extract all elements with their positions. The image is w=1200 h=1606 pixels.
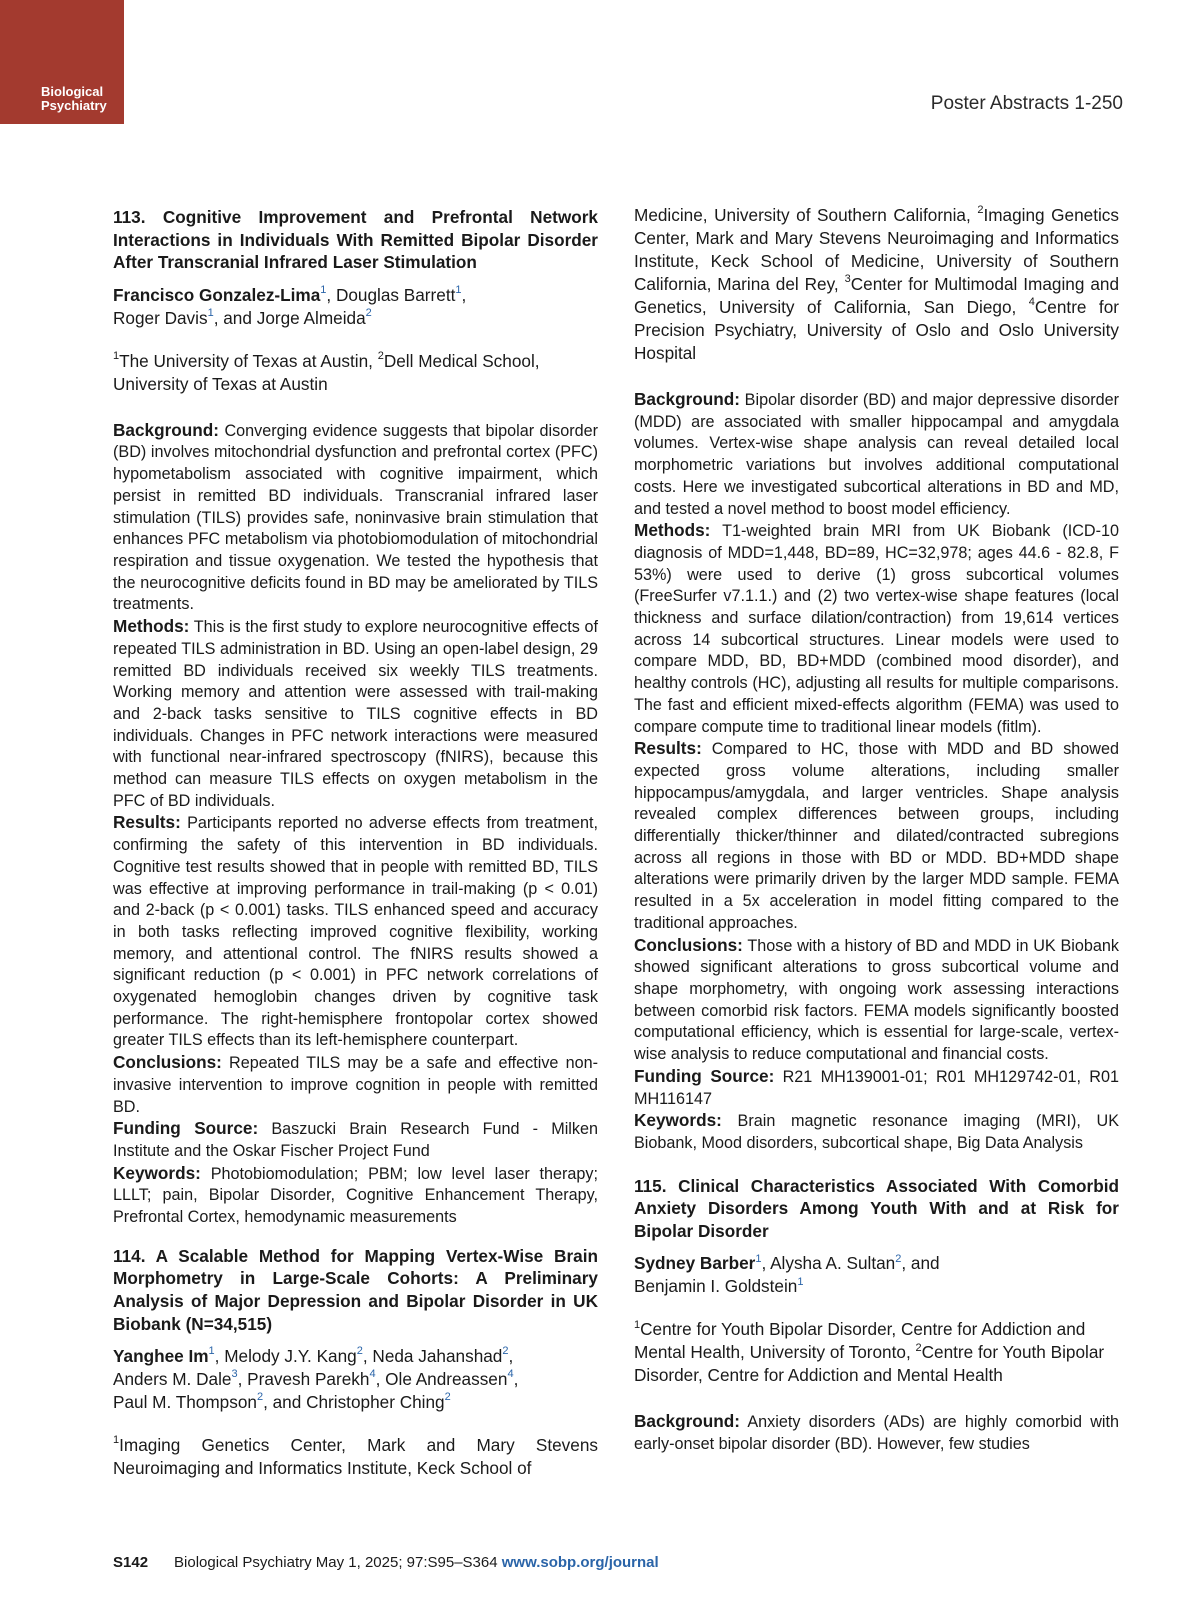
abstract-113-authors: Francisco Gonzalez-Lima$^1$, Douglas Barrett$^1$, Roger Davis$^1$, and Jorge Almeida$^2$ xyxy=(113,284,467,328)
abstract-115-background: Background: Anxiety disorders (ADs) are highly comorbid with early-onset bipolar disorder (BD). However, few studies xyxy=(634,1411,1120,1454)
abstract-113-affiliations: $^1$The University of Texas at Austin, $^2$Dell Medical School, University of Texas at Austin xyxy=(113,350,540,394)
citation: Biological Psychiatry May 1, 2025; 97:S95–S364 xyxy=(174,1554,502,1571)
abstract-115-title: 115. Clinical Characteristics Associated With Comorbid Anxiety Disorders Among Youth With and at Risk for Bipolar Disorder xyxy=(634,1175,1119,1241)
abstract-114-methods: Methods: T1-weighted brain MRI from UK Biobank (ICD-10 diagnosis of MDD=1,448, BD=89, HC=32,978; ages 44.6 - 82.8, F 53%) were used to derive (1) gross subcortical volumes (FreeSurfer v7.1.1.) and (2) two vertex-wise shape features (local thickness and surface dilation/contraction) from 19,614 vertices across 14 subcortical structures. Linear models were used to compare MDD, BD, BD+MDD (combined mood disorder), and healthy controls (HC), adjusting all results for multiple comparisons. The fast and efficient mixed-effects algorithm (FEMA) was used to compare compute time to traditional linear models (fitlm). xyxy=(634,520,1119,736)
journal-logo xyxy=(0,0,124,124)
abstract-114-keywords: Keywords: Brain magnetic resonance imaging (MRI), UK Biobank, Mood disorders, subcortical shape, Big Data Analysis xyxy=(634,1110,1119,1152)
abstract-114-affiliations-part1: $^1$Imaging Genetics Center, Mark and Mary Stevens Neuroimaging and Informatics Institute, Keck School of xyxy=(113,1434,598,1479)
abstract-113-background: Background: Converging evidence suggests that bipolar disorder (BD) involves mitochondrial dysfunction and prefrontal cortex (PFC) hypometabolism associated with cognitive impairment, which persist in remitted BD individuals. Transcranial infrared laser stimulation (TILS) provides safe, noninvasive brain stimulation that enhances PFC metabolism via photobiomodulation of mitochondrial respiration and tissue oxygenation. We tested the hypothesis that the neurocognitive deficits found in BD may be ameliorated by TILS treatments. xyxy=(113,419,599,614)
logo-text: Biological Psychiatry xyxy=(41,84,107,113)
abstract-114-title: 114. A Scalable Method for Mapping Vertex-Wise Brain Morphometry in Large-Scale Cohorts: A Preliminary Analysis of Major Depression and Bipolar Disorder in UK Biobank (N=34,515) xyxy=(113,1245,598,1334)
abstract-113-funding: Funding Source: Baszucki Brain Research Fund - Milken Institute and the Oskar Fischer Project Fund xyxy=(113,1118,598,1160)
journal-url[interactable]: www.sobp.org/journal xyxy=(501,1554,659,1571)
abstract-113-keywords: Keywords: Photobiomodulation; PBM; low level laser therapy; LLLT; pain, Bipolar Disorder, Cognitive Enhancement Therapy, Prefrontal Cortex, hemodynamic measurements xyxy=(113,1162,599,1227)
abstract-114-funding: Funding Source: R21 MH139001-01; R01 MH129742-01, R01 MH116147 xyxy=(634,1065,1119,1108)
abstract-114-background: Background: Bipolar disorder (BD) and major depressive disorder (MDD) are associated with smaller hippocampal and amygdala volumes. Vertex-wise shape analysis can reveal detailed local morphometric variations but involves additional computational costs. Here we investigated subcortical alterations in BD and MD, and tested a novel method to boost model efficiency. xyxy=(634,389,1120,518)
abstract-113-conclusions: Conclusions: Repeated TILS may be a safe and effective non-invasive intervention to improve cognition in people with remitted BD. xyxy=(113,1052,598,1116)
page-footer xyxy=(113,1554,659,1571)
right-column xyxy=(634,206,1119,1456)
abstract-113-methods: Methods: This is the first study to explore neurocognitive effects of repeated TILS administration in BD. Using an open-label design, 29 remitted BD individuals received six weekly TILS treatments. Working memory and attention were assessed with trail-making and 2-back tasks sensitive to TILS cognitive effects in BD individuals. Changes in PFC network interactions were measured with functional near-infrared spectroscopy (fNIRS), because this method can measure TILS effects on oxygen metabolism in the PFC of BD individuals. xyxy=(113,616,598,810)
abstract-114-authors: Yanghee Im$^1$, Melody J.Y. Kang$^2$, Neda Jahanshad$^2$, Anders M. Dale$^3$, Pravesh Parekh$^4$, Ole Andreassen$^4$, Paul M. Thompson$^2$, and Christopher Ching$^2$ xyxy=(113,1345,519,1413)
abstract-113-results: Results: Participants reported no adverse effects from treatment, confirming the safety of this intervention in BD individuals. Cognitive test results showed that in people with remitted BD, TILS was effective at improving performance in trail-making (p < 0.01) and 2-back (p < 0.001) tasks. TILS enhanced speed and accuracy in both tasks reflecting improved cognitive flexibility, working memory, and attentional control. The fNIRS results showed a significant reduction (p < 0.001) in PFC network correlations of oxygenated hemoglobin changes driven by cognitive task performance. The right-hemisphere frontopolar cortex showed greater TILS effects than its left-hemisphere counterpart. xyxy=(113,812,598,1050)
abstract-114-affiliations-part2: Medicine, University of Southern California, $^2$Imaging Genetics Center, Mark and Mary Stevens Neuroimaging and Informatics Institute, Keck School of Medicine, University of Southern California, Marina del Rey, $^3$Center for Multimodal Imaging and Genetics, University of California, San Diego, $^4$Centre for Precision Psychiatry, University of Oslo and Oslo University Hospital xyxy=(634,204,1119,363)
abstract-115-authors: Sydney Barber$^1$, Alysha A. Sultan$^2$, and Benjamin I. Goldstein$^1$ xyxy=(634,1252,940,1297)
abstract-114-results: Results: Compared to HC, those with MDD and BD showed expected gross volume alterations, including smaller hippocampus/amygdala, and larger ventricles. Shape analysis revealed complex differences between groups, including differentially thicker/thinner and dilated/contracted subregions across all regions in those with BD or MDD. BD+MDD shape alterations were primarily driven by the larger MDD sample. FEMA resulted in a 5x acceleration in model fitting compared to the traditional approaches. xyxy=(634,738,1119,932)
abstract-113-title: 113. Cognitive Improvement and Prefrontal Network Interactions in Individuals With Remitted Bipolar Disorder After Transcranial Infrared Laser Stimulation xyxy=(113,207,598,273)
section-title: Poster Abstracts 1-250 xyxy=(930,93,1123,114)
left-column xyxy=(113,206,598,1480)
abstract-114-conclusions: Conclusions: Those with a history of BD and MDD in UK Biobank showed significant alterations to gross subcortical volume and shape morphometry, with ongoing work assessing interactions between comorbid risk factors. FEMA models significantly boosted computational efficiency, which is essential for large-scale, vertex-wise analysis to reduce computational and financial costs. xyxy=(634,934,1119,1064)
page-number: S142 xyxy=(113,1554,149,1571)
abstract-115-affiliations: $^1$Centre for Youth Bipolar Disorder, Centre for Addiction and Mental Health, University of Toronto, $^2$Centre for Youth Bipolar Disorder, Centre for Addiction and Mental Health xyxy=(634,1318,1105,1386)
